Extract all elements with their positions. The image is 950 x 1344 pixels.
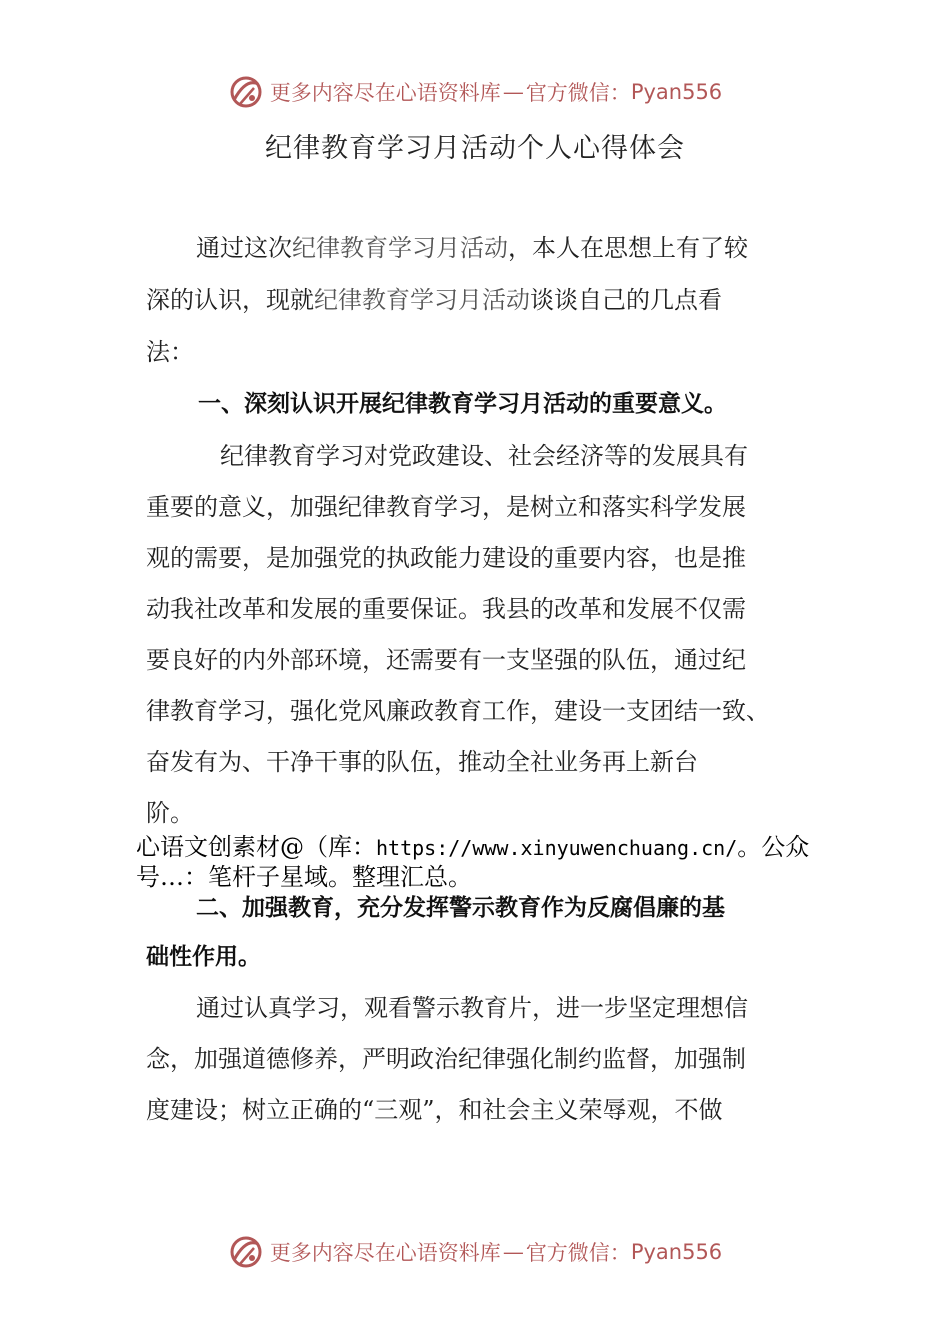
banner-wechat-label: 官方微信： [525,1241,631,1265]
banner-text: 更多内容尽在心语资料库 [269,81,501,105]
banner-wechat-label: 官方微信： [525,81,631,105]
section-1-line: 纪律教育学习对党政建设、社会经济等的发展具有 [220,442,748,470]
header-banner [0,72,950,112]
section-2-line: 度建设；树立正确的“三观”，和社会主义荣辱观，不做 [146,1096,723,1124]
section-2-line: 通过认真学习，观看警示教育片，进一步坚定理想信 [196,994,748,1022]
banner-separator: — [502,80,524,104]
section-2-line: 念，加强道德修养，严明政治纪律强化制约监督，加强制 [146,1045,746,1073]
brand-logo-icon [228,74,264,110]
section-1-line: 重要的意义，加强纪律教育学习，是树立和落实科学发展 [146,493,746,521]
source-note-line-1: 心语文创素材@（库：https://www.xinyuwenchuang.cn/。公众 [136,833,810,861]
banner-wechat-id: Pyan556 [630,80,723,104]
banner-separator: — [502,1240,524,1264]
section-2-heading: 二、加强教育，充分发挥警示教育作为反腐倡廉的基 [196,895,725,921]
section-1-line: 观的需要，是加强党的执政能力建设的重要内容，也是推 [146,544,746,572]
banner-wechat-id: Pyan556 [630,1240,723,1264]
section-1-heading: 一、深刻认识开展纪律教育学习月活动的重要意义。 [198,391,727,417]
intro-line-3: 法： [146,338,194,366]
section-1-line: 阶。 [146,799,194,827]
section-1-line: 要良好的内外部环境，还需要有一支坚强的队伍，通过纪 [146,646,746,674]
section-1-line: 奋发有为、干净干事的队伍，推动全社业务再上新台 [146,748,698,776]
section-1-line: 律教育学习，强化党风廉政教育工作，建设一支团结一致、 [146,697,770,725]
document-title: 纪律教育学习月活动个人心得体会 [265,133,685,164]
brand-logo-icon [228,1234,264,1270]
intro-line-2: 深的认识，现就纪律教育学习月活动谈谈自己的几点看 [146,286,722,314]
intro-line-1: 通过这次纪律教育学习月活动，本人在思想上有了较 [196,234,748,262]
source-note-line-2: 号…：笔杆子星域。整理汇总。 [136,863,472,891]
section-2-heading-cont: 础性作用。 [146,944,261,970]
banner-text: 更多内容尽在心语资料库 [269,1241,501,1265]
footer-banner [0,1232,950,1272]
section-1-line: 动我社改革和发展的重要保证。我县的改革和发展不仅需 [146,595,746,623]
